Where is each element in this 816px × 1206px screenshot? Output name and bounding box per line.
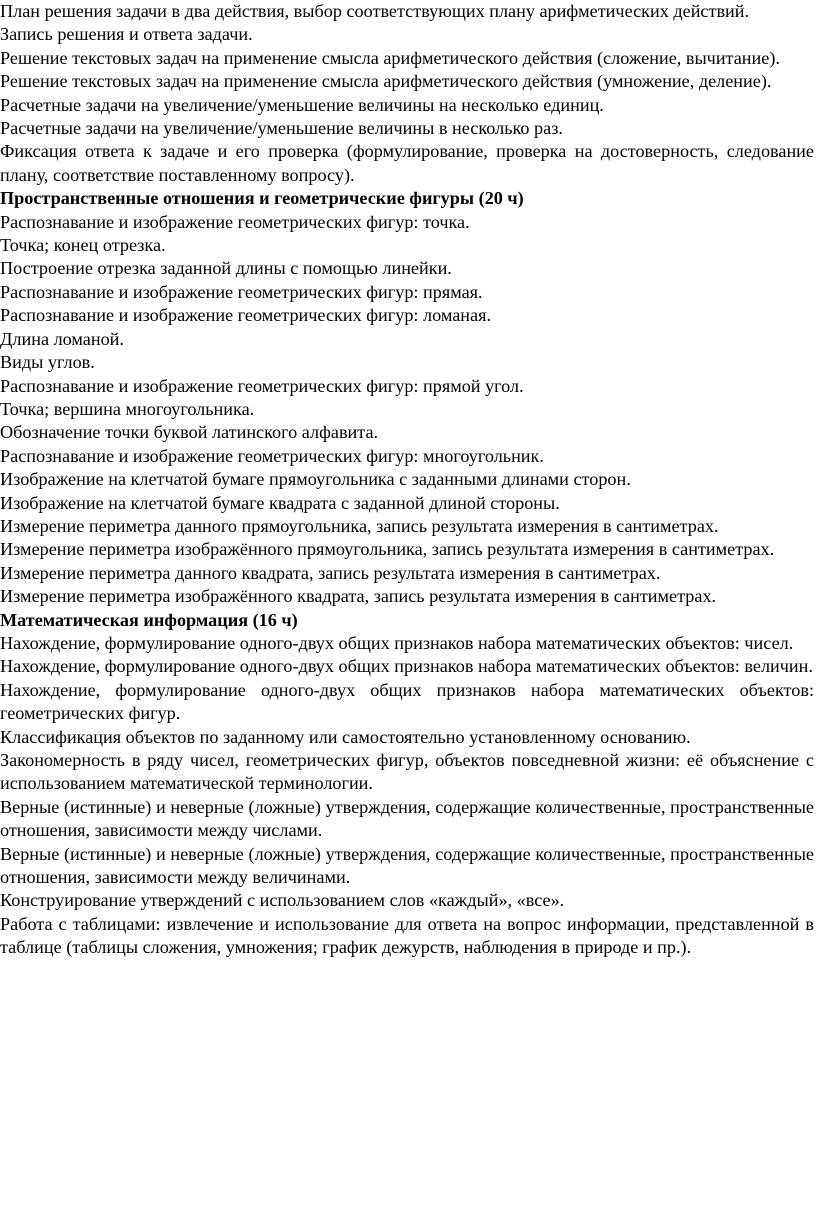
- paragraph: Распознавание и изображение геометрических фигур: ломаная.: [0, 305, 492, 326]
- paragraph: Решение текстовых задач на применение смысла арифметического действия (сложение, вычитание).: [0, 47, 780, 68]
- paragraph: Закономерность в ряду чисел, геометрических фигур, объектов повседневной жизни: её объяснение с использованием математической терминологии.: [0, 750, 814, 794]
- section-heading: Пространственные отношения и геометрические фигуры (20 ч): [0, 188, 524, 209]
- paragraph: Точка; вершина многоугольника.: [0, 398, 255, 419]
- paragraph: Нахождение, формулирование одного-двух общих признаков набора математических объектов: геометрических фигур.: [0, 679, 814, 724]
- paragraph: Измерение периметра данного прямоугольника, запись результата измерения в сантиметрах.: [0, 515, 719, 536]
- paragraph: Построение отрезка заданной длины с помощью линейки.: [0, 258, 452, 279]
- paragraph: Решение текстовых задач на применение смысла арифметического действия (умножение, деление).: [0, 71, 772, 92]
- paragraph: Расчетные задачи на увеличение/уменьшение величины на несколько единиц.: [0, 94, 604, 115]
- paragraph: Нахождение, формулирование одного-двух общих признаков набора математических объектов: чисел.: [0, 632, 794, 653]
- paragraph: Фиксация ответа к задаче и его проверка (формулирование, проверка на достоверность, следование плану, соответствие поставленному вопросу).: [0, 141, 814, 185]
- paragraph: Изображение на клетчатой бумаге квадрата с заданной длиной стороны.: [0, 492, 560, 513]
- paragraph: Длина ломаной.: [0, 328, 124, 349]
- section-intro: [0, 0, 814, 187]
- paragraph: Распознавание и изображение геометрических фигур: прямая.: [0, 281, 483, 302]
- paragraph: Верные (истинные) и неверные (ложные) утверждения, содержащие количественные, пространственные отношения, зависимости между величинами.: [0, 843, 814, 888]
- paragraph: Расчетные задачи на увеличение/уменьшение величины в несколько раз.: [0, 118, 563, 139]
- paragraph: Верные (истинные) и неверные (ложные) утверждения, содержащие количественные, пространственные отношения, зависимости между числами.: [0, 796, 814, 841]
- paragraph: Точка; конец отрезка.: [0, 235, 166, 256]
- paragraph: Классификация объектов по заданному или самостоятельно установленному основанию.: [0, 726, 691, 747]
- paragraph: Запись решения и ответа задачи.: [0, 24, 253, 45]
- section-heading: Математическая информация (16 ч): [0, 609, 298, 630]
- paragraph: Виды углов.: [0, 352, 95, 373]
- section-geometry: [0, 187, 814, 608]
- paragraph: Распознавание и изображение геометрических фигур: точка.: [0, 211, 470, 232]
- paragraph: Распознавание и изображение геометрических фигур: многоугольник.: [0, 445, 544, 466]
- paragraph: План решения задачи в два действия, выбор соответствующих плану арифметических действий.: [0, 1, 750, 21]
- paragraph: Измерение периметра изображённого квадрата, запись результата измерения в сантиметрах.: [0, 586, 717, 607]
- paragraph: Распознавание и изображение геометрических фигур: прямой угол.: [0, 375, 524, 396]
- paragraph: Конструирование утверждений с использованием слов «каждый», «все».: [0, 890, 565, 911]
- paragraph: Обозначение точки буквой латинского алфавита.: [0, 422, 379, 443]
- paragraph: Изображение на клетчатой бумаге прямоугольника с заданными длинами сторон.: [0, 469, 631, 490]
- paragraph: Нахождение, формулирование одного-двух общих признаков набора математических объектов: величин.: [0, 656, 813, 677]
- section-info: [0, 609, 814, 960]
- paragraph: Работа с таблицами: извлечение и использование для ответа на вопрос информации, представленной в таблице (таблицы сложения, умножения; график дежурств, наблюдения в природе и пр.).: [0, 913, 814, 958]
- paragraph: Измерение периметра данного квадрата, запись результата измерения в сантиметрах.: [0, 562, 661, 583]
- paragraph: Измерение периметра изображённого прямоугольника, запись результата измерения в сантиметрах.: [0, 539, 775, 560]
